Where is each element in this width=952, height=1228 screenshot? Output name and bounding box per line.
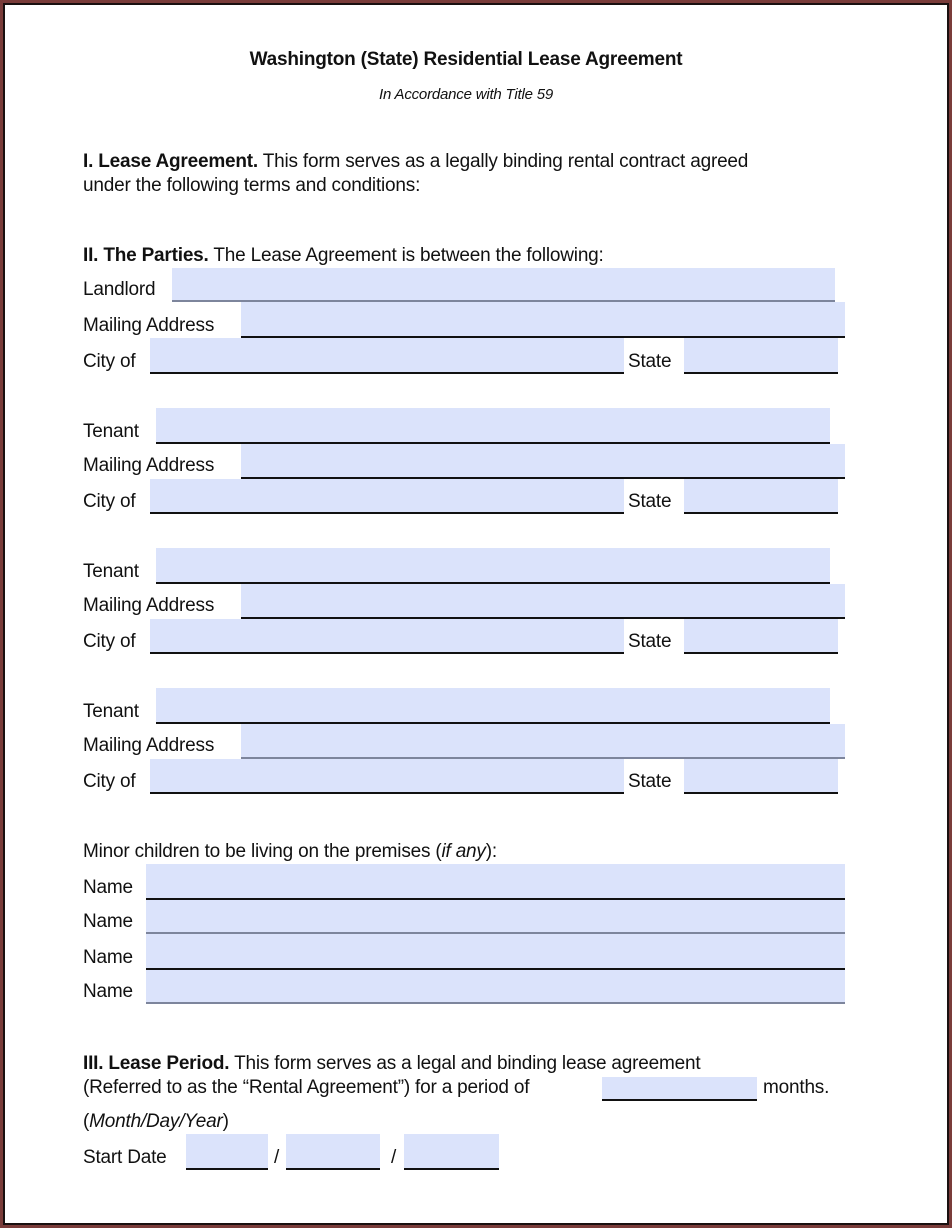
section1-line2: under the following terms and conditions: (83, 175, 421, 196)
tenant1-city-label: City of (83, 491, 136, 512)
date-format-hint: (Month/Day/Year) (83, 1111, 229, 1132)
landlord-state-label: State (628, 351, 672, 372)
tenant1-label: Tenant (83, 421, 139, 442)
tenant1-input[interactable] (156, 408, 830, 442)
months-field[interactable] (602, 1077, 757, 1101)
section1-line1: I. Lease Agreement. This form serves as a legally binding rental contract agreed (83, 151, 749, 172)
tenant2-label: Tenant (83, 561, 139, 582)
start-month-field[interactable] (186, 1134, 268, 1170)
months-input[interactable] (602, 1077, 757, 1099)
section2-heading: II. The Parties. (83, 245, 209, 266)
landlord-city-field[interactable] (150, 338, 624, 374)
tenant2-field[interactable] (156, 548, 830, 584)
tenant2-input[interactable] (156, 548, 830, 582)
minor3-label: Name (83, 947, 133, 968)
minor1-name-input[interactable] (146, 864, 845, 898)
section3-line1: III. Lease Period. This form serves as a legal and binding lease agreement (83, 1053, 701, 1074)
tenant3-state-input[interactable] (684, 759, 838, 792)
minor2-name-input[interactable] (146, 900, 845, 932)
tenant1-mailing-label: Mailing Address (83, 455, 215, 476)
tenant1-state-label: State (628, 491, 672, 512)
landlord-state-field[interactable] (684, 338, 838, 374)
landlord-mailing-field[interactable] (241, 302, 845, 338)
minor4-label: Name (83, 981, 133, 1002)
start-date-label: Start Date (83, 1147, 167, 1168)
section3-line2-post: months. (763, 1077, 830, 1098)
tenant2-city-label: City of (83, 631, 136, 652)
tenant3-mailing-field[interactable] (241, 724, 845, 759)
document-title: Washington (State) Residential Lease Agreement (249, 49, 683, 70)
landlord-input[interactable] (172, 268, 835, 300)
tenant2-city-input[interactable] (150, 619, 624, 652)
tenant1-city-field[interactable] (150, 479, 624, 514)
minor3-name-input[interactable] (146, 934, 845, 968)
document-subtitle: In Accordance with Title 59 (379, 86, 553, 103)
section2-heading-line: II. The Parties. The Lease Agreement is between the following: (83, 245, 604, 266)
minor2-name-field[interactable] (146, 900, 845, 934)
tenant1-state-field[interactable] (684, 479, 838, 514)
minor1-label: Name (83, 877, 133, 898)
tenant1-mailing-input[interactable] (241, 444, 845, 477)
tenant3-field[interactable] (156, 688, 830, 724)
tenant2-mailing-input[interactable] (241, 584, 845, 617)
tenant3-input[interactable] (156, 688, 830, 722)
section3-line2-pre: (Referred to as the “Rental Agreement”) for a period of (83, 1077, 530, 1098)
date-separator-1: / (274, 1147, 280, 1168)
section3-heading: III. Lease Period. (83, 1053, 230, 1074)
start-year-input[interactable] (404, 1134, 499, 1168)
landlord-mailing-label: Mailing Address (83, 315, 215, 336)
tenant2-mailing-label: Mailing Address (83, 595, 215, 616)
tenant3-mailing-input[interactable] (241, 724, 845, 757)
tenant3-city-field[interactable] (150, 759, 624, 794)
tenant3-city-label: City of (83, 771, 136, 792)
section1-heading: I. Lease Agreement. (83, 151, 259, 172)
date-separator-2: / (391, 1147, 397, 1168)
landlord-city-label: City of (83, 351, 136, 372)
tenant3-label: Tenant (83, 701, 139, 722)
start-month-input[interactable] (186, 1134, 268, 1168)
tenant2-city-field[interactable] (150, 619, 624, 654)
minor3-name-field[interactable] (146, 934, 845, 970)
start-day-field[interactable] (286, 1134, 380, 1170)
tenant2-state-field[interactable] (684, 619, 838, 654)
landlord-label: Landlord (83, 279, 156, 300)
minor2-label: Name (83, 911, 133, 932)
tenant3-city-input[interactable] (150, 759, 624, 792)
tenant3-state-label: State (628, 771, 672, 792)
tenant2-state-label: State (628, 631, 672, 652)
tenant2-mailing-field[interactable] (241, 584, 845, 619)
minor4-name-field[interactable] (146, 970, 845, 1004)
landlord-mailing-input[interactable] (241, 302, 845, 336)
landlord-state-input[interactable] (684, 338, 838, 372)
minor4-name-input[interactable] (146, 970, 845, 1002)
minor1-name-field[interactable] (146, 864, 845, 900)
landlord-city-input[interactable] (150, 338, 624, 372)
tenant1-state-input[interactable] (684, 479, 838, 512)
landlord-field[interactable] (172, 268, 835, 302)
minors-heading: Minor children to be living on the premises (if any): (83, 841, 497, 862)
tenant1-field[interactable] (156, 408, 830, 444)
tenant3-state-field[interactable] (684, 759, 838, 794)
tenant1-city-input[interactable] (150, 479, 624, 512)
tenant3-mailing-label: Mailing Address (83, 735, 215, 756)
start-year-field[interactable] (404, 1134, 499, 1170)
start-day-input[interactable] (286, 1134, 380, 1168)
tenant2-state-input[interactable] (684, 619, 838, 652)
tenant1-mailing-field[interactable] (241, 444, 845, 479)
